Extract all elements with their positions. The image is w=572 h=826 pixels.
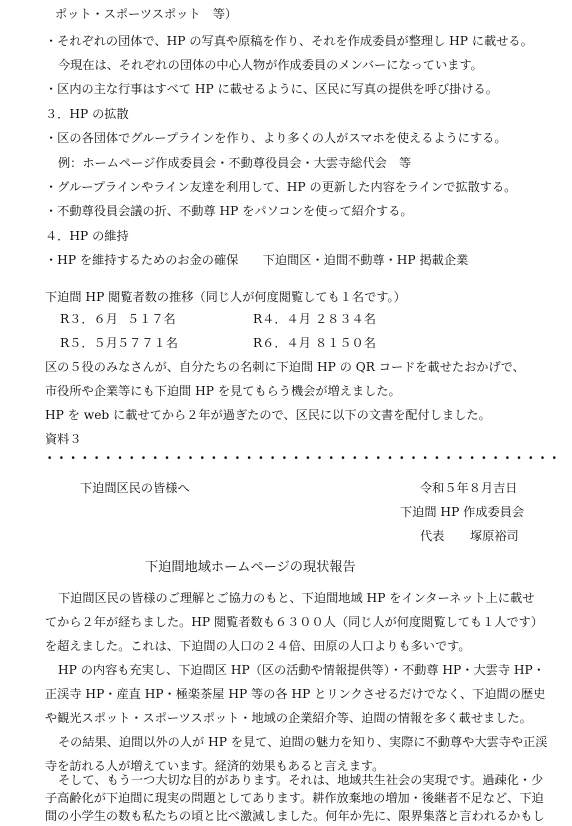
body-line: 下迫間区民の皆様のご理解とご協力のもと、下迫間地域 HP をインターネット上に載せ xyxy=(58,591,535,605)
bullet-line: ・グループラインやライン友達を利用して、HP の更新した内容をラインで拡散する。 xyxy=(45,180,517,194)
letter-title: 下迫間地域ホームページの現状報告 xyxy=(145,560,356,575)
bullet-line: ・それぞれの団体で、HP の写真や原稿を作り、それを作成委員が整理し HP に載せる。 xyxy=(45,34,533,48)
stat-count: ８１５０名 xyxy=(315,336,376,350)
body-line: を超えました。これは、下迫間の人口の２４倍、田原の人口よりも多いです。 xyxy=(45,639,471,653)
letter-date: 令和５年８月吉日 xyxy=(420,481,518,495)
bullet-line: ・不動尊役員会議の折、不動尊 HP をパソコンを使って紹介する。 xyxy=(45,204,413,218)
body-line: その結果、迫間以外の人が HP を見て、迫間の魅力を知り、実際に不動尊や大雲寺や正渓 xyxy=(58,735,548,749)
bullet-line: ・区内の主な行事はすべて HP に載せるように、区民に写真の提供を呼び掛ける。 xyxy=(45,82,498,96)
stat-count: ５１７名 xyxy=(127,312,176,326)
body-line: てから２年が経ちました。HP 閲覧者数も６３００人（同じ人が何度閲覧しても１人です） xyxy=(45,615,544,629)
body-line: 子高齢化が下迫間に現実の問題としてあります。耕作放棄地の増加・後継者不足など、下迫 xyxy=(45,791,544,805)
body-line: そして、もう一つ大切な目的があります。それは、地域共生社会の実現です。過疎化・少 xyxy=(58,773,544,787)
text-line: 市役所や企業等にも下迫間 HP を見てもらう機会が増えました。 xyxy=(45,384,401,398)
attachment-label: 資料３ xyxy=(45,432,82,446)
stat-count: ５７７１名 xyxy=(117,336,178,350)
text-line: HP を web に載せてから２年が過ぎたので、区民に以下の文書を配付しました。 xyxy=(45,408,491,422)
letter-rep-name: 塚原裕司 xyxy=(470,529,519,543)
letter-sender: 下迫間 HP 作成委員会 xyxy=(400,505,525,519)
text-line: ポット・スポーツスポット 等） xyxy=(55,7,238,21)
body-line: 正渓寺 HP・産直 HP・極楽茶屋 HP 等の各 HP とリンクさせるだけでなく、下迫間の歴史 xyxy=(45,687,546,701)
text-line: 区の５役のみなさんが、自分たちの名刺に下迫間 HP の QR コードを載せたおかげで、 xyxy=(45,360,525,374)
text-line: 例：ホームページ作成委員会・不動尊役員会・大雲寺総代会 等 xyxy=(58,156,412,170)
stat-count: ２８３４名 xyxy=(315,312,376,326)
bullet-line: ・HP を維持するためのお金の確保 下迫間区・迫間不動尊・HP 掲載企業 xyxy=(45,253,469,267)
stat-period: R３．６月 xyxy=(60,312,118,326)
dotted-separator: ・・・・・・・・・・・・・・・・・・・・・・・・・・・・・・・・・・・・・・・・・・・・ xyxy=(44,451,561,465)
text-line: 今現在は、それぞれの団体の中心人物が作成委員のメンバーになっています。 xyxy=(58,58,483,72)
letter-recipient: 下迫間区民の皆様へ xyxy=(80,481,190,495)
stat-period: R５．５月 xyxy=(60,336,118,350)
body-line: 寺を訪れる人が増えています。経済的効果もあると言えます。 xyxy=(45,759,385,773)
bullet-line: ・区の各団体でグループラインを作り、より多くの人がスマホを使えるようにする。 xyxy=(45,131,507,145)
body-line: 間の小学生の数も私たちの頃と比べ激減しました。何年か先に、限界集落と言われるかもし xyxy=(45,809,545,823)
stat-period: R６．４月 xyxy=(253,336,311,350)
body-line: や観光スポット・スポーツスポット・地域の企業紹介等、迫間の情報を多く載せました。 xyxy=(45,711,532,725)
section-heading: ３．HP の拡散 xyxy=(45,107,129,121)
section-heading: ４．HP の維持 xyxy=(45,229,129,243)
letter-rep-title: 代表 xyxy=(420,529,445,543)
body-line: HP の内容も充実し、下迫間区 HP（区の活動や情報提供等）・不動尊 HP・大雲寺 HP・ xyxy=(58,663,545,677)
stat-period: R４．４月 xyxy=(253,312,311,326)
stats-heading: 下迫間 HP 閲覧者数の推移（同じ人が何度閲覧しても１名です。） xyxy=(45,290,406,304)
